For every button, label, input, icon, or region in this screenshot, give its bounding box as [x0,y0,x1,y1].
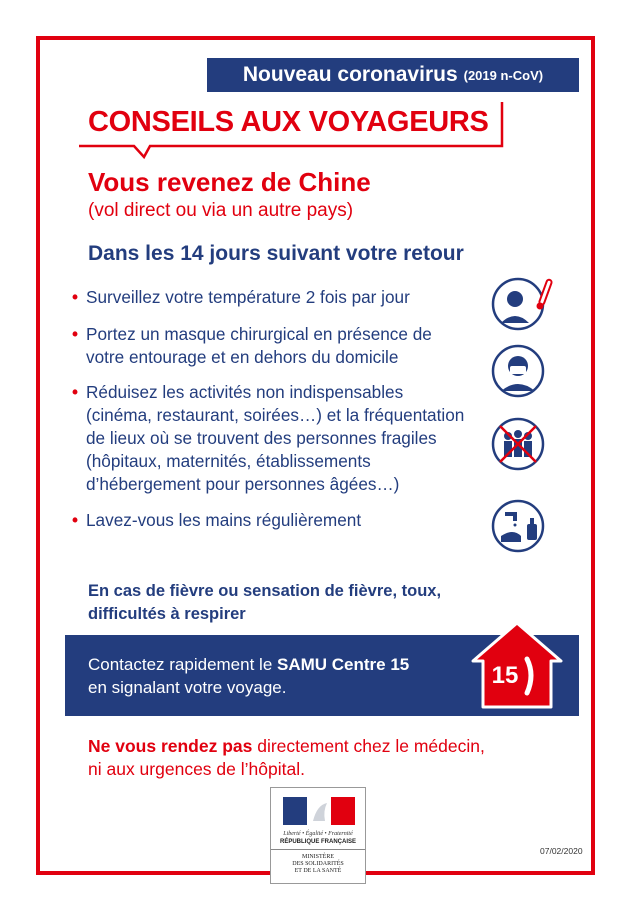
publication-date: 07/02/2020 [540,846,583,856]
symptoms-text: En cas de fièvre ou sensation de fièvre, toux, difficultés à respirer [88,582,442,623]
header-code: (2019 n-CoV) [463,67,544,83]
bullet-icon: • [72,287,79,307]
bullet-icon: • [72,324,79,344]
bullet-icon: • [72,510,79,530]
header-banner [207,58,579,92]
advice-item: • Réduisez les activités non indispensables (cinéma, restaurant, soirées…) et la fréquentation de lieux où se trouvent des personnes fragiles (hôpitaux, maternités, établissements d’hébergement pour personnes âgées…) [72,382,465,494]
bullet-icon: • [72,382,79,402]
warning-text: Ne vous rendez pas directement chez le médecin, ni aux urgences de l’hôpital. [88,736,485,779]
header-title: Nouveau coronavirus [242,63,458,86]
logo-devise: Liberté • Égalité • Fraternité [283,831,353,837]
headline: CONSEILS AUX VOYAGEURS [88,106,489,138]
contact-text: Contactez rapidement le SAMU Centre 15 en signalant votre voyage. [88,655,410,697]
samu-number: 15 [491,662,519,689]
marianne-flag-icon [283,797,355,825]
samu-house-icon [469,617,565,713]
logo-ministry: MINISTÈRE DES SOLIDARITÉS ET DE LA SANTÉ [292,854,344,874]
subheadline-note: (vol direct ou via un autre pays) [88,200,354,221]
advice-item: • Portez un masque chirurgical en présence de votre entourage et en dehors du domicile [72,324,432,367]
mask-icon [491,343,547,399]
logo-republic: RÉPUBLIQUE FRANÇAISE [279,839,356,845]
advice-item: • Surveillez votre température 2 fois par jour [72,287,410,307]
logo-divider [271,849,365,850]
advice-list [72,286,492,532]
section-title: Dans les 14 jours suivant votre retour [88,242,464,265]
subheadline: Vous revenez de Chine [88,167,371,197]
no-crowd-icon [491,416,547,472]
handwash-icon [491,498,547,554]
ministry-logo [270,787,366,884]
advice-item: • Lavez-vous les mains régulièrement [72,510,362,530]
thermometer-icon [491,276,563,332]
